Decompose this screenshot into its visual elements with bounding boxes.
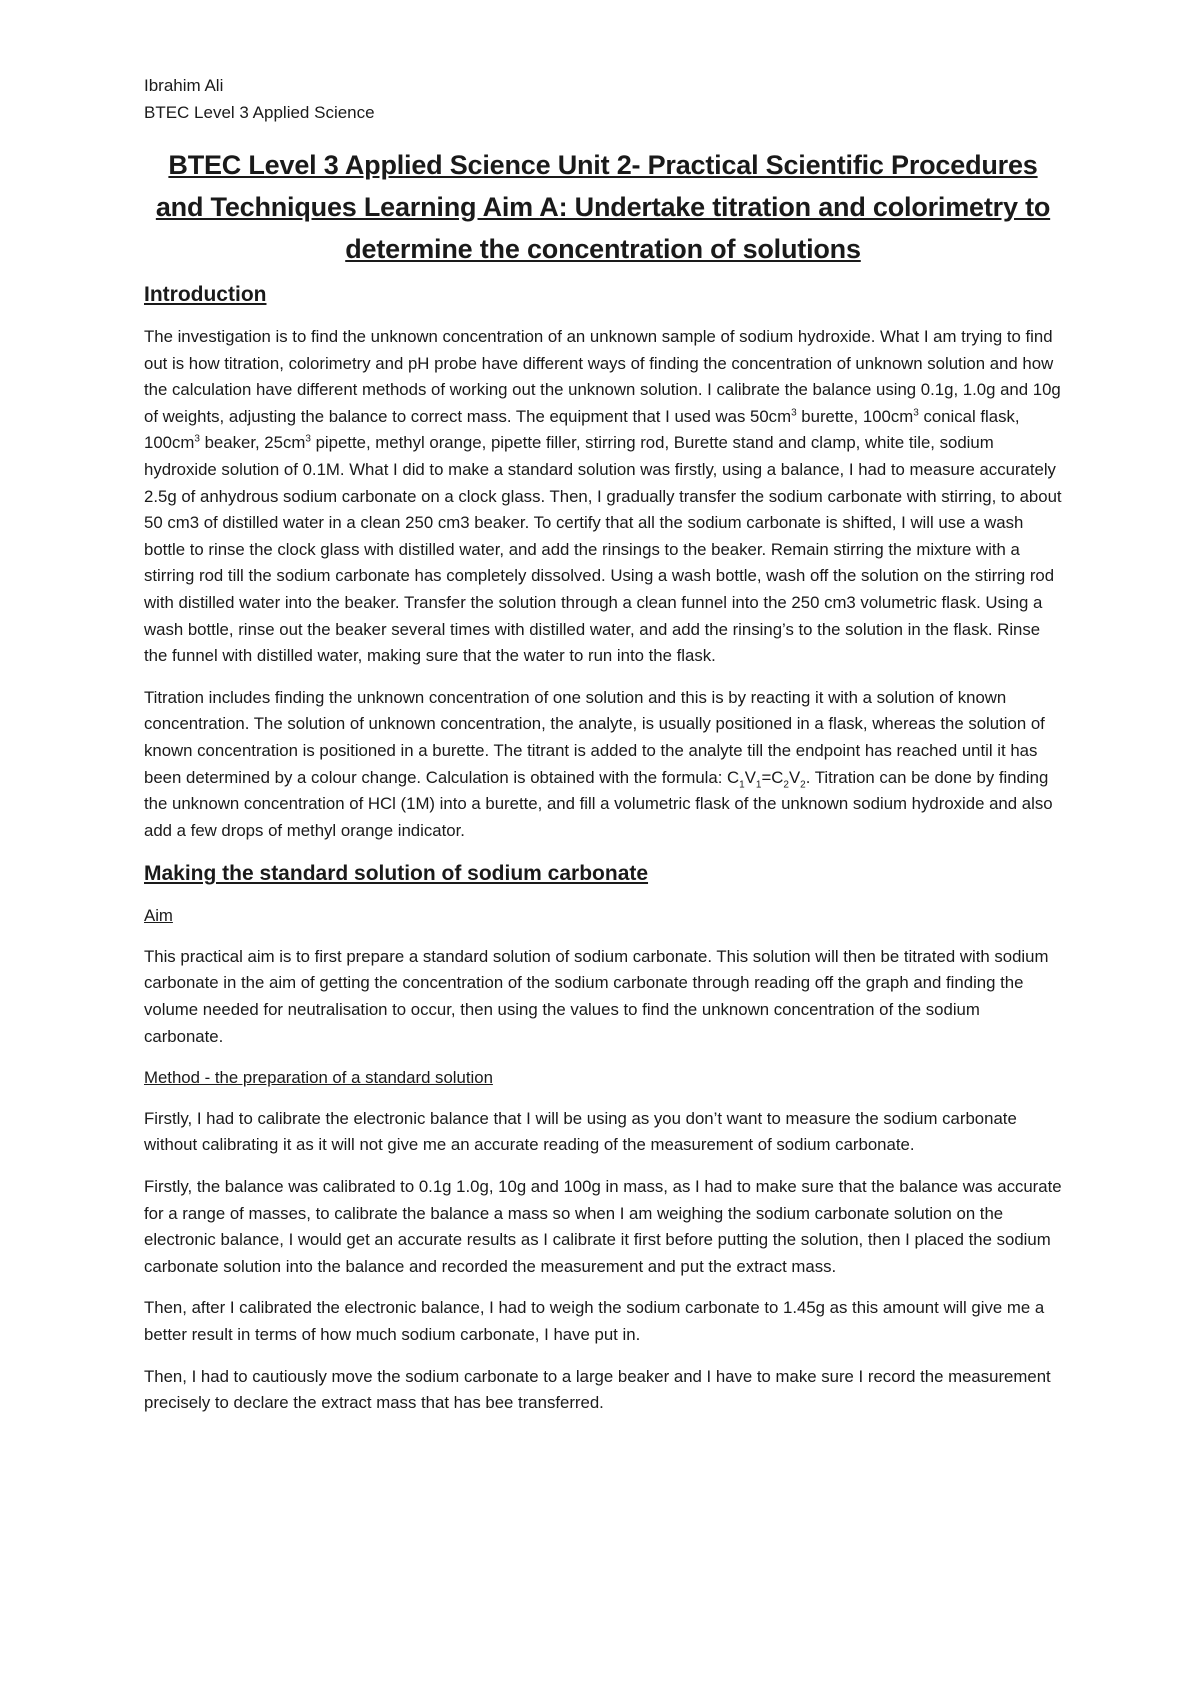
subscript-1: 1: [755, 778, 762, 790]
course-name: BTEC Level 3 Applied Science: [144, 103, 375, 122]
intro-p1-text-d: beaker, 25cm: [199, 433, 306, 453]
subscript-2: 2: [783, 778, 789, 790]
document-title: BTEC Level 3 Applied Science Unit 2- Practical Scientific Procedures and Techniques Learning Aim A: Undertake titration and colorimetry to determine the concentration of solutions: [155, 150, 1051, 264]
intro-p1-text-a: The investigation is to find the unknown concentration of an unknown sample of sodium hydroxide. What I am trying to find out is how titration, colorimetry and pH probe have different ways of finding the concentration of unknown solution and how the calculation have different methods of working out the unknown solution. I calibrate the balance using 0.1g, 1.0g and 10g of weights, adjusting the balance to correct mass. The equipment that I used was 50cm: [144, 327, 1061, 426]
superscript-3: 3: [791, 407, 797, 419]
intro-p1-text-b: burette, 100cm: [796, 406, 914, 426]
author-name: Ibrahim Ali: [144, 76, 224, 95]
formula-v: V: [744, 767, 756, 787]
superscript-3: 3: [913, 407, 919, 419]
intro-p1-text-e: pipette, methyl orange, pipette filler, stirring rod, Burette stand and clamp, white tile, sodium hydroxide solution of 0.1M. What I did to make a standard solution was firstly, using a balance, I had to measure accurately 2.5g of anhydrous sodium carbonate on a clock glass. Then, I gradually transfer the sodium carbonate with stirring, to about 50 cm3 of distilled water in a clean 250 cm3 beaker. To certify that all the sodium carbonate is shifted, I will use a wash bottle to rinse the clock glass with distilled water, and add the rinsings to the beaker. Remain stirring the mixture with a stirring rod till the sodium carbonate has completely dissolved. Using a wash bottle, wash off the solution on the stirring rod with distilled water into the beaker. Transfer the solution through a clean funnel into the 250 cm3 volumetric flask. Using a wash bottle, rinse out the beaker several times with distilled water, and add the rinsing’s to the solution in the flask. Rinse the funnel with distilled water, making sure that the water to run into the flask.: [144, 433, 1062, 666]
superscript-3: 3: [305, 433, 311, 445]
introduction-heading: Introduction: [144, 283, 267, 306]
method-paragraph-4: Then, I had to cautiously move the sodium carbonate to a large beaker and I have to make sure I record the measurement precisely to declare the extract mass that has bee transferred.: [144, 1366, 1051, 1413]
superscript-3: 3: [194, 433, 200, 445]
introduction-paragraph-2: [144, 685, 1062, 845]
subscript-1: 1: [739, 778, 745, 790]
method-paragraph-1: Firstly, I had to calibrate the electronic balance that I will be using as you don’t want to measure the sodium carbonate without calibrating it as it will not give me an accurate reading of the measurement of sodium carbonate.: [144, 1108, 1017, 1155]
intro-p2-text-a: Titration includes finding the unknown concentration of one solution and this is by reacting it with a solution of known concentration. The solution of unknown concentration, the analyte, is usually positioned in a flask, whereas the solution of known concentration is positioned in a burette. The titrant is added to the analyte till the endpoint has reached until it has been determined by a colour change. Calculation is obtained with the formula: C: [144, 687, 1045, 787]
method-paragraph-3: Then, after I calibrated the electronic balance, I had to weigh the sodium carbonate to 1.45g as this amount will give me a better result in terms of how much sodium carbonate, I have put in.: [144, 1298, 1045, 1344]
aim-label: Aim: [144, 906, 173, 926]
method-label: Method - the preparation of a standard solution: [144, 1068, 493, 1088]
formula-v: V: [788, 767, 801, 787]
intro-p1-text-c: conical flask, 100cm: [144, 406, 1020, 453]
subscript-2: 2: [800, 778, 806, 790]
aim-paragraph: This practical aim is to first prepare a standard solution of sodium carbonate. This solution will then be titrated with sodium carbonate in the aim of getting the concentration of the sodium carbonate through reading off the graph and finding the volume needed for neutralisation to occur, then using the values to find the unknown concentration of the sodium carbonate.: [144, 946, 1049, 1046]
introduction-paragraph-1: [144, 324, 1062, 670]
standard-solution-heading: Making the standard solution of sodium carbonate: [144, 862, 649, 886]
formula-equals-c: =C: [761, 767, 784, 787]
method-paragraph-2: Firstly, the balance was calibrated to 0.1g 1.0g, 10g and 100g in mass, as I had to make sure that the balance was accurate for a range of masses, to calibrate the balance a mass so when I am weighing the sodium carbonate solution on the electronic balance, I would get an accurate results as I calibrate it first before putting the solution, then I placed the sodium carbonate solution into the balance and recorded the measurement and put the extract mass.: [144, 1177, 1062, 1276]
intro-p2-text-b: . Titration can be done by finding the unknown concentration of HCl (1M) into a burette, and fill a volumetric flask of the unknown sodium hydroxide and also add a few drops of methyl orange indicator.: [144, 767, 1053, 840]
